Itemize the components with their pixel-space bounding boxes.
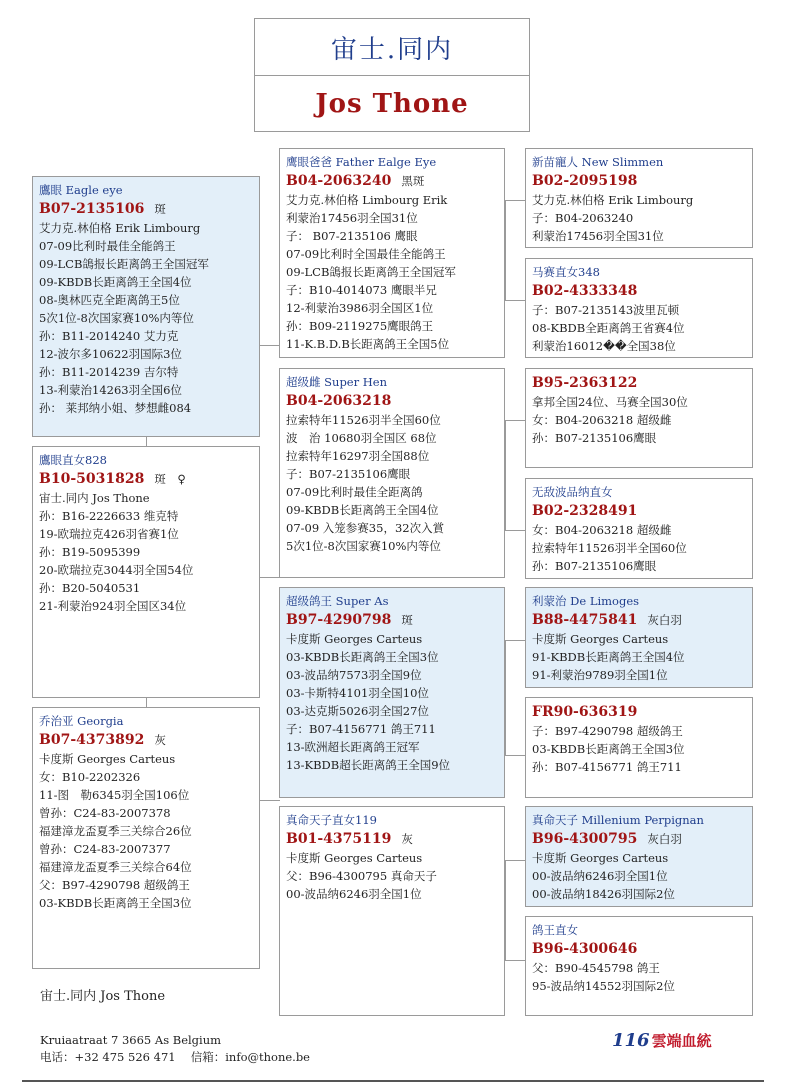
achievement-line: 孙：B20-5040531 bbox=[39, 581, 141, 595]
bottom-divider bbox=[22, 1080, 764, 1082]
connector bbox=[146, 436, 147, 446]
achievement-line: 艾力克.林伯格 Erik Limbourg bbox=[532, 193, 694, 207]
color-tag: 灰 bbox=[401, 832, 413, 846]
connector bbox=[505, 640, 506, 755]
achievement-line: 孙：B11-2014239 吉尔特 bbox=[39, 365, 179, 379]
connector bbox=[505, 860, 525, 861]
achievement-line: 09-KBDB长距离鸽王全国4位 bbox=[39, 275, 192, 289]
achievement-line: 卡度斯 Georges Carteus bbox=[532, 632, 669, 646]
achievement-line: 子：B10-4014073 鹰眼半兄 bbox=[286, 283, 437, 297]
achievement-line: 拉索特年16297羽全国88位 bbox=[286, 449, 430, 463]
footer-address: Kruiaatraat 7 3665 As Belgium bbox=[40, 1033, 222, 1047]
achievement-line: 利蒙治17456羽全国31位 bbox=[286, 211, 418, 225]
achievement-line: 12-利蒙治3986羽全国区1位 bbox=[286, 301, 434, 315]
connector bbox=[505, 200, 525, 201]
footer-contact: 电话：+32 475 526 471 信箱：info@thone.be bbox=[40, 1050, 310, 1064]
ring-number-text: B07-2135106 bbox=[39, 201, 145, 217]
logo-text: 雲端血統 bbox=[651, 1032, 712, 1050]
ring-number bbox=[39, 199, 253, 219]
achievement-line: 13-利蒙治14263羽全国6位 bbox=[39, 383, 182, 397]
ring-number bbox=[286, 171, 498, 191]
achievement-line: 孙：B07-2135106鹰眼 bbox=[532, 431, 657, 445]
achievement-line: 08-KBDB全距离鸽王省赛4位 bbox=[532, 321, 685, 335]
achievement-line: 03-KBDB长距离鸽王全国3位 bbox=[532, 742, 685, 756]
ring-number bbox=[532, 829, 746, 849]
achievement-line: 父：B90-4545798 鸽王 bbox=[532, 961, 660, 975]
pedigree-dss bbox=[525, 587, 753, 688]
ring-number bbox=[532, 281, 746, 301]
achievement-line: 00-波品纳6246羽全国1位 bbox=[532, 869, 668, 883]
achievement-line: 12-波尔多10622羽国际3位 bbox=[39, 347, 182, 361]
achievement-line: 卡度斯 Georges Carteus bbox=[532, 851, 669, 865]
ring-number-text: B01-4375119 bbox=[286, 831, 392, 847]
ring-number-text: B02-4333348 bbox=[532, 283, 638, 299]
color-tag: 斑 ♀ bbox=[154, 472, 186, 486]
footer-breeder: 宙士.同内 Jos Thone bbox=[40, 989, 166, 1004]
color-tag: 灰白羽 bbox=[647, 832, 682, 846]
achievement-line: 08-奥林匹克全距离鸽王5位 bbox=[39, 293, 180, 307]
ring-number-text: B04-2063240 bbox=[286, 173, 392, 189]
connector bbox=[505, 755, 525, 756]
connector bbox=[505, 420, 525, 421]
pedigree-dam-sire bbox=[279, 587, 505, 798]
achievement-line: 孙：B07-2135106鹰眼 bbox=[532, 559, 657, 573]
pigeon-name: 鸽王直女 bbox=[532, 923, 578, 937]
color-tag: 灰白羽 bbox=[647, 613, 682, 627]
achievement-line: 福建漳龙盃夏季三关综合64位 bbox=[39, 860, 192, 874]
achievement-line: 91-KBDB长距离鸽王全国4位 bbox=[532, 650, 685, 664]
ring-number bbox=[532, 610, 746, 630]
achievement-line: 11-图 勒6345羽全国106位 bbox=[39, 788, 190, 802]
connector bbox=[505, 960, 525, 961]
achievement-line: 曾孙：C24-83-2007377 bbox=[39, 842, 171, 856]
achievement-line: 父：B96-4300795 真命天子 bbox=[286, 869, 437, 883]
achievement-line: 91-利蒙治9789羽全国1位 bbox=[532, 668, 668, 682]
logo-number: 116 bbox=[612, 1030, 650, 1051]
achievement-line: 子：B04-2063240 bbox=[532, 211, 634, 225]
pigeon-name: 利蒙治 De Limoges bbox=[532, 594, 640, 608]
achievement-line: 孙： 莱邦纳小姐、梦想雌084 bbox=[39, 401, 192, 415]
ring-number-text: B88-4475841 bbox=[532, 612, 638, 628]
ring-number-text: B95-2363122 bbox=[532, 375, 638, 391]
ring-number-text: B02-2328491 bbox=[532, 503, 638, 519]
ring-number bbox=[532, 702, 746, 722]
achievement-line: 5次1位-8次国家赛10%内等位 bbox=[286, 539, 441, 553]
pedigree-ddd bbox=[525, 916, 753, 1016]
achievement-line: 孙：B07-4156771 鸽王711 bbox=[532, 760, 682, 774]
pedigree-sire-dam bbox=[279, 368, 505, 578]
achievement-line: 11-K.B.D.B长距离鸽王全国5位 bbox=[286, 337, 450, 351]
achievement-line: 03-KBDB长距离鸽王全国3位 bbox=[286, 650, 439, 664]
connector bbox=[505, 300, 525, 301]
connector bbox=[505, 640, 525, 641]
ring-number bbox=[532, 939, 746, 959]
achievement-line: 03-达克斯5026羽全国27位 bbox=[286, 704, 429, 718]
ring-number bbox=[39, 469, 253, 489]
achievement-line: 艾力克.林伯格 Limbourg Erik bbox=[286, 193, 448, 207]
achievement-line: 孙：B09-2119275鹰眼鸽王 bbox=[286, 319, 434, 333]
ring-number-text: B02-2095198 bbox=[532, 173, 638, 189]
connector bbox=[146, 697, 147, 707]
ring-number bbox=[286, 610, 498, 630]
pedigree-ssd bbox=[525, 258, 753, 358]
pigeon-name: 真命天子 Millenium Perpignan bbox=[532, 813, 704, 827]
connector bbox=[259, 577, 280, 578]
achievement-line: 13-KBDB超长距离鸽王全国9位 bbox=[286, 758, 451, 772]
achievement-line: 子：B97-4290798 超级鸽王 bbox=[532, 724, 683, 738]
achievement-line: 20-欧瑞拉克3044羽全国54位 bbox=[39, 563, 194, 577]
achievement-line: 09-LCB鴿报长距离鸽王全国冠军 bbox=[286, 265, 456, 279]
ring-number bbox=[286, 391, 498, 411]
pigeon-name: 鷹眼 Eagle eye bbox=[39, 183, 123, 197]
connector bbox=[259, 800, 280, 801]
achievement-line: 07-09比利时最佳全距离鸽 bbox=[286, 485, 423, 499]
ring-number bbox=[532, 171, 746, 191]
achievement-line: 卡度斯 Georges Carteus bbox=[286, 632, 423, 646]
connector bbox=[505, 420, 506, 530]
pigeon-name: 马赛直女348 bbox=[532, 265, 600, 279]
ring-number bbox=[286, 829, 498, 849]
achievement-line: 拉索特年11526羽半全国60位 bbox=[286, 413, 441, 427]
connector bbox=[259, 345, 280, 346]
pedigree-sire bbox=[32, 176, 260, 437]
ring-number-text: B07-4373892 bbox=[39, 732, 145, 748]
achievement-line: 福建漳龙盃夏季三关综合26位 bbox=[39, 824, 192, 838]
color-tag: 斑 bbox=[401, 613, 413, 627]
achievement-line: 卡度斯 Georges Carteus bbox=[286, 851, 423, 865]
site-logo[interactable] bbox=[612, 1030, 712, 1051]
achievement-line: 艾力克.林伯格 Erik Limbourg bbox=[39, 221, 201, 235]
connector bbox=[505, 860, 506, 960]
achievement-line: 利蒙治17456羽全国31位 bbox=[532, 229, 664, 243]
achievement-line: 子：B07-2135106鹰眼 bbox=[286, 467, 411, 481]
achievement-line: 女：B10-2202326 bbox=[39, 770, 141, 784]
connector bbox=[505, 530, 525, 531]
connector bbox=[505, 200, 506, 300]
achievement-line: 95-波品纳14552羽国际2位 bbox=[532, 979, 675, 993]
achievement-line: 07-09比利时全国最佳全能鸽王 bbox=[286, 247, 446, 261]
pigeon-name: 真命天子直女119 bbox=[286, 813, 377, 827]
title-english: Jos Thone bbox=[315, 89, 469, 119]
pigeon-name: 超级雌 Super Hen bbox=[286, 375, 388, 389]
pedigree-sss bbox=[525, 148, 753, 248]
title-box bbox=[254, 18, 530, 132]
color-tag: 灰 bbox=[154, 733, 166, 747]
achievement-line: 女：B04-2063218 超级雌 bbox=[532, 413, 672, 427]
achievement-line: 拿邦全国24位、马赛全国30位 bbox=[532, 395, 688, 409]
achievement-line: 5次1位-8次国家赛10%内等位 bbox=[39, 311, 194, 325]
achievement-line: 13-欧洲超长距离鸽王冠军 bbox=[286, 740, 420, 754]
achievement-line: 07-09 入笼参赛35，32次入賞 bbox=[286, 521, 445, 535]
achievement-line: 21-利蒙治924羽全国区34位 bbox=[39, 599, 187, 613]
ring-number-text: B97-4290798 bbox=[286, 612, 392, 628]
pedigree-sire-sire bbox=[279, 148, 505, 358]
ring-number-text: B04-2063218 bbox=[286, 393, 392, 409]
achievement-line: 子：B07-4156771 鸽王711 bbox=[286, 722, 436, 736]
ring-number bbox=[532, 373, 746, 393]
ring-number-text: B96-4300646 bbox=[532, 941, 638, 957]
achievement-line: 00-波品纳6246羽全国1位 bbox=[286, 887, 422, 901]
achievement-line: 孙：B11-2014240 艾力克 bbox=[39, 329, 179, 343]
achievement-line: 09-KBDB长距离鸽王全国4位 bbox=[286, 503, 439, 517]
achievement-line: 03-波品纳7573羽全国9位 bbox=[286, 668, 422, 682]
achievement-line: 09-LCB鴿报长距离鸽王全国冠军 bbox=[39, 257, 209, 271]
achievement-line: 子：B07-2135143波里瓦顿 bbox=[532, 303, 680, 317]
achievement-line: 子： B07-2135106 鹰眼 bbox=[286, 229, 418, 243]
achievement-line: 19-欧瑞拉克426羽省赛1位 bbox=[39, 527, 179, 541]
pedigree-dds bbox=[525, 806, 753, 907]
pigeon-name: 乔治亚 Georgia bbox=[39, 714, 124, 728]
pigeon-name: 鹰眼爸爸 Father Ealge Eye bbox=[286, 155, 437, 169]
achievement-line: 宙士.同内 Jos Thone bbox=[39, 491, 150, 505]
achievement-line: 利蒙治16012��全国38位 bbox=[532, 339, 676, 353]
achievement-line: 卡度斯 Georges Carteus bbox=[39, 752, 176, 766]
pigeon-name: 新苗寵人 New Slimmen bbox=[532, 155, 664, 169]
ring-number bbox=[532, 501, 746, 521]
pedigree-sdd bbox=[525, 478, 753, 579]
pigeon-name: 超级鸽王 Super As bbox=[286, 594, 389, 608]
pedigree-sds bbox=[525, 368, 753, 468]
ring-number-text: B96-4300795 bbox=[532, 831, 638, 847]
title-chinese: 宙士.同内 bbox=[255, 19, 529, 76]
achievement-line: 女：B04-2063218 超级雌 bbox=[532, 523, 672, 537]
achievement-line: 00-波品纳18426羽国际2位 bbox=[532, 887, 675, 901]
achievement-line: 波 治 10680羽全国区 68位 bbox=[286, 431, 437, 445]
achievement-line: 03-KBDB长距离鸽王全国3位 bbox=[39, 896, 192, 910]
ring-number-text: FR90-636319 bbox=[532, 704, 638, 720]
pedigree-dam bbox=[32, 707, 260, 969]
achievement-line: 曾孙：C24-83-2007378 bbox=[39, 806, 171, 820]
pedigree-dam-sister bbox=[32, 446, 260, 698]
achievement-line: 07-09比利时最佳全能鸽王 bbox=[39, 239, 176, 253]
pigeon-name: 无敌波品纳直女 bbox=[532, 485, 613, 499]
pedigree-dsd bbox=[525, 697, 753, 798]
color-tag: 黑斑 bbox=[401, 174, 425, 188]
ring-number-text: B10-5031828 bbox=[39, 471, 145, 487]
color-tag: 斑 bbox=[154, 202, 166, 216]
achievement-line: 孙：B16-2226633 维克特 bbox=[39, 509, 179, 523]
footer-address-block bbox=[40, 1032, 310, 1066]
pedigree-dam-dam bbox=[279, 806, 505, 1016]
achievement-line: 父：B97-4290798 超级鸽王 bbox=[39, 878, 190, 892]
achievement-line: 03-卡斯特4101羽全国10位 bbox=[286, 686, 429, 700]
pigeon-name: 鷹眼直女828 bbox=[39, 453, 107, 467]
ring-number bbox=[39, 730, 253, 750]
achievement-line: 孙：B19-5095399 bbox=[39, 545, 141, 559]
achievement-line: 拉索特年11526羽半全国60位 bbox=[532, 541, 687, 555]
